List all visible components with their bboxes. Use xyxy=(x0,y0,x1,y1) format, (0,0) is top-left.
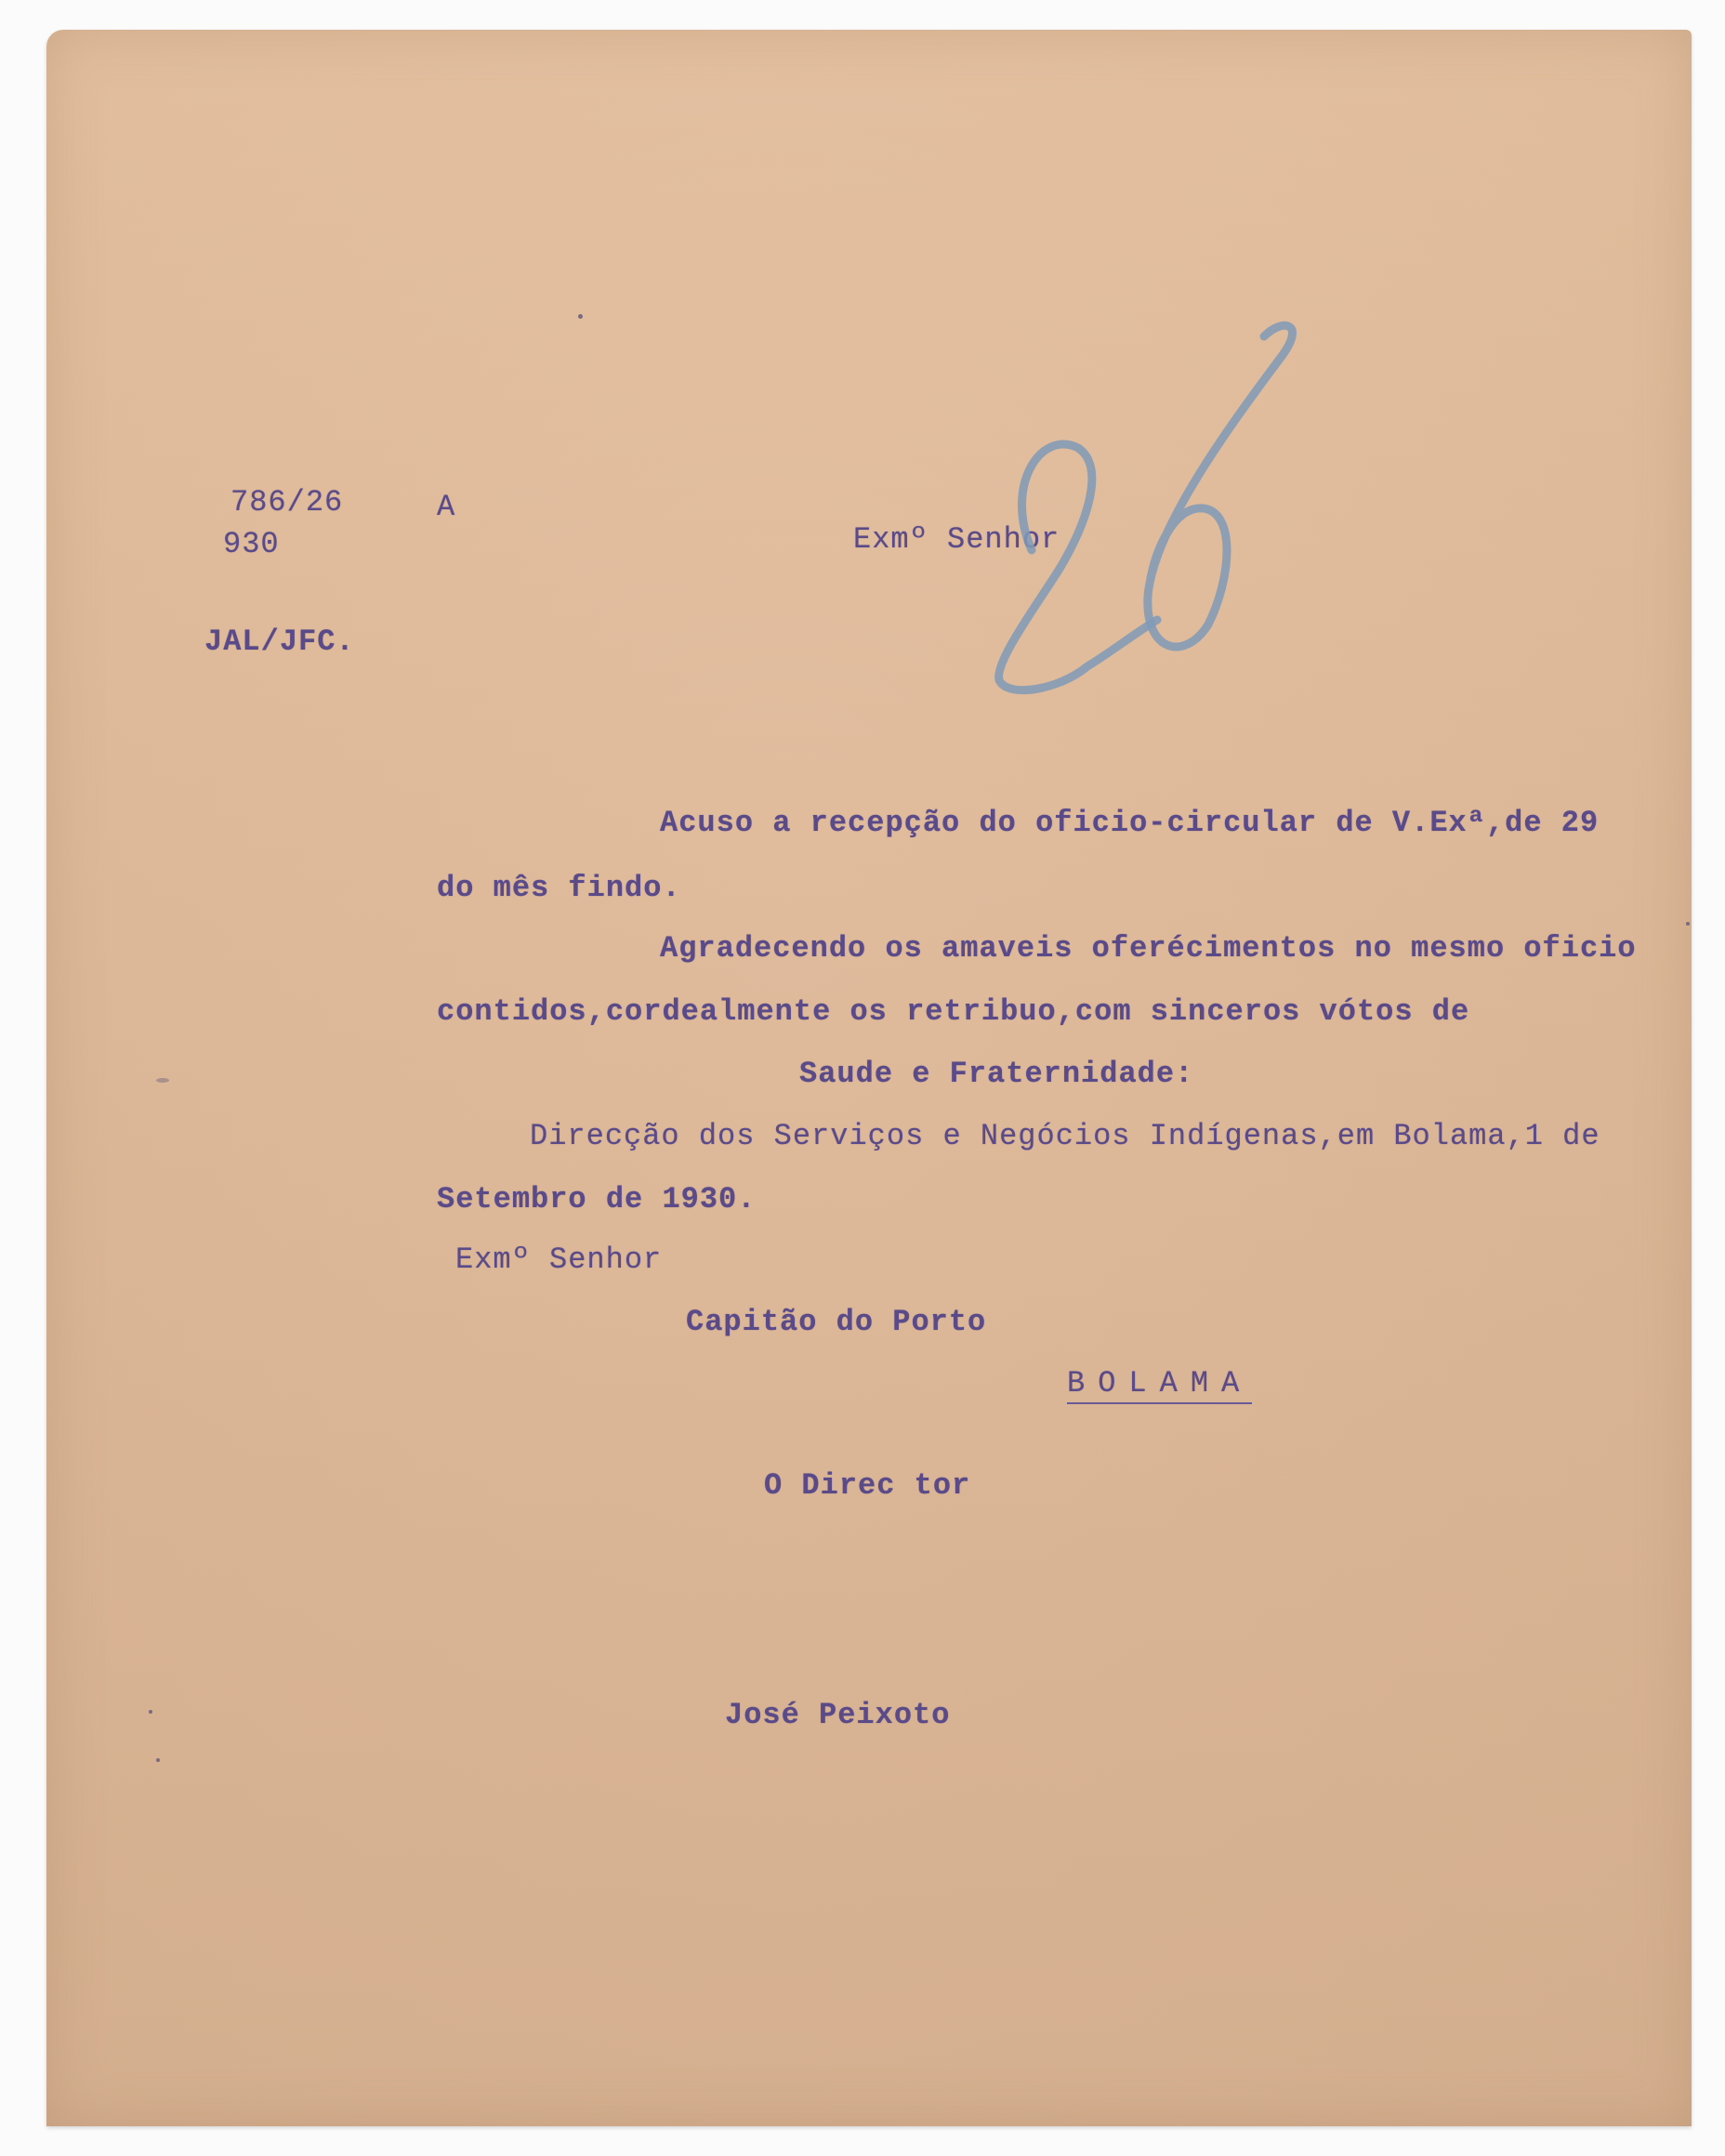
addressee-title: Capitão do Porto xyxy=(686,1305,987,1339)
signature-name: José Peixoto xyxy=(725,1698,951,1732)
reference-number: 786/26 xyxy=(230,485,344,519)
addressee-salutation: Exmº Senhor xyxy=(455,1242,663,1277)
reference-letter: A xyxy=(437,490,456,524)
paper-speck xyxy=(1686,922,1690,926)
body-line-2: do mês findo. xyxy=(437,871,681,905)
body-line-5: Saude e Fraternidade: xyxy=(799,1057,1194,1091)
body-line-7: Setembro de 1930. xyxy=(437,1182,757,1216)
handwritten-number-26 xyxy=(985,299,1338,727)
body-line-4: contidos,cordealmente os retribuo,com sinceros vótos de xyxy=(437,994,1470,1029)
body-line-3: Agradecendo os amaveis oferécimentos no mesmo oficio xyxy=(660,931,1637,966)
body-line-1: Acuso a recepção do oficio-circular de V.Exª,de 29 xyxy=(660,806,1600,840)
paper-speck xyxy=(578,314,583,319)
typist-initials: JAL/JFC. xyxy=(204,624,355,659)
paper-speck xyxy=(156,1078,169,1083)
addressee-place: BOLAMA xyxy=(1067,1366,1252,1404)
document-page xyxy=(46,30,1692,2126)
signature-role: O Direc tor xyxy=(764,1468,971,1503)
body-line-6: Direcção dos Serviços e Negócios Indígenas,em Bolama,1 de xyxy=(530,1119,1600,1153)
reference-year: 930 xyxy=(223,527,280,561)
top-salutation: Exmº Senhor xyxy=(853,522,1060,557)
paper-speck xyxy=(149,1710,152,1714)
paper-speck xyxy=(156,1758,160,1762)
